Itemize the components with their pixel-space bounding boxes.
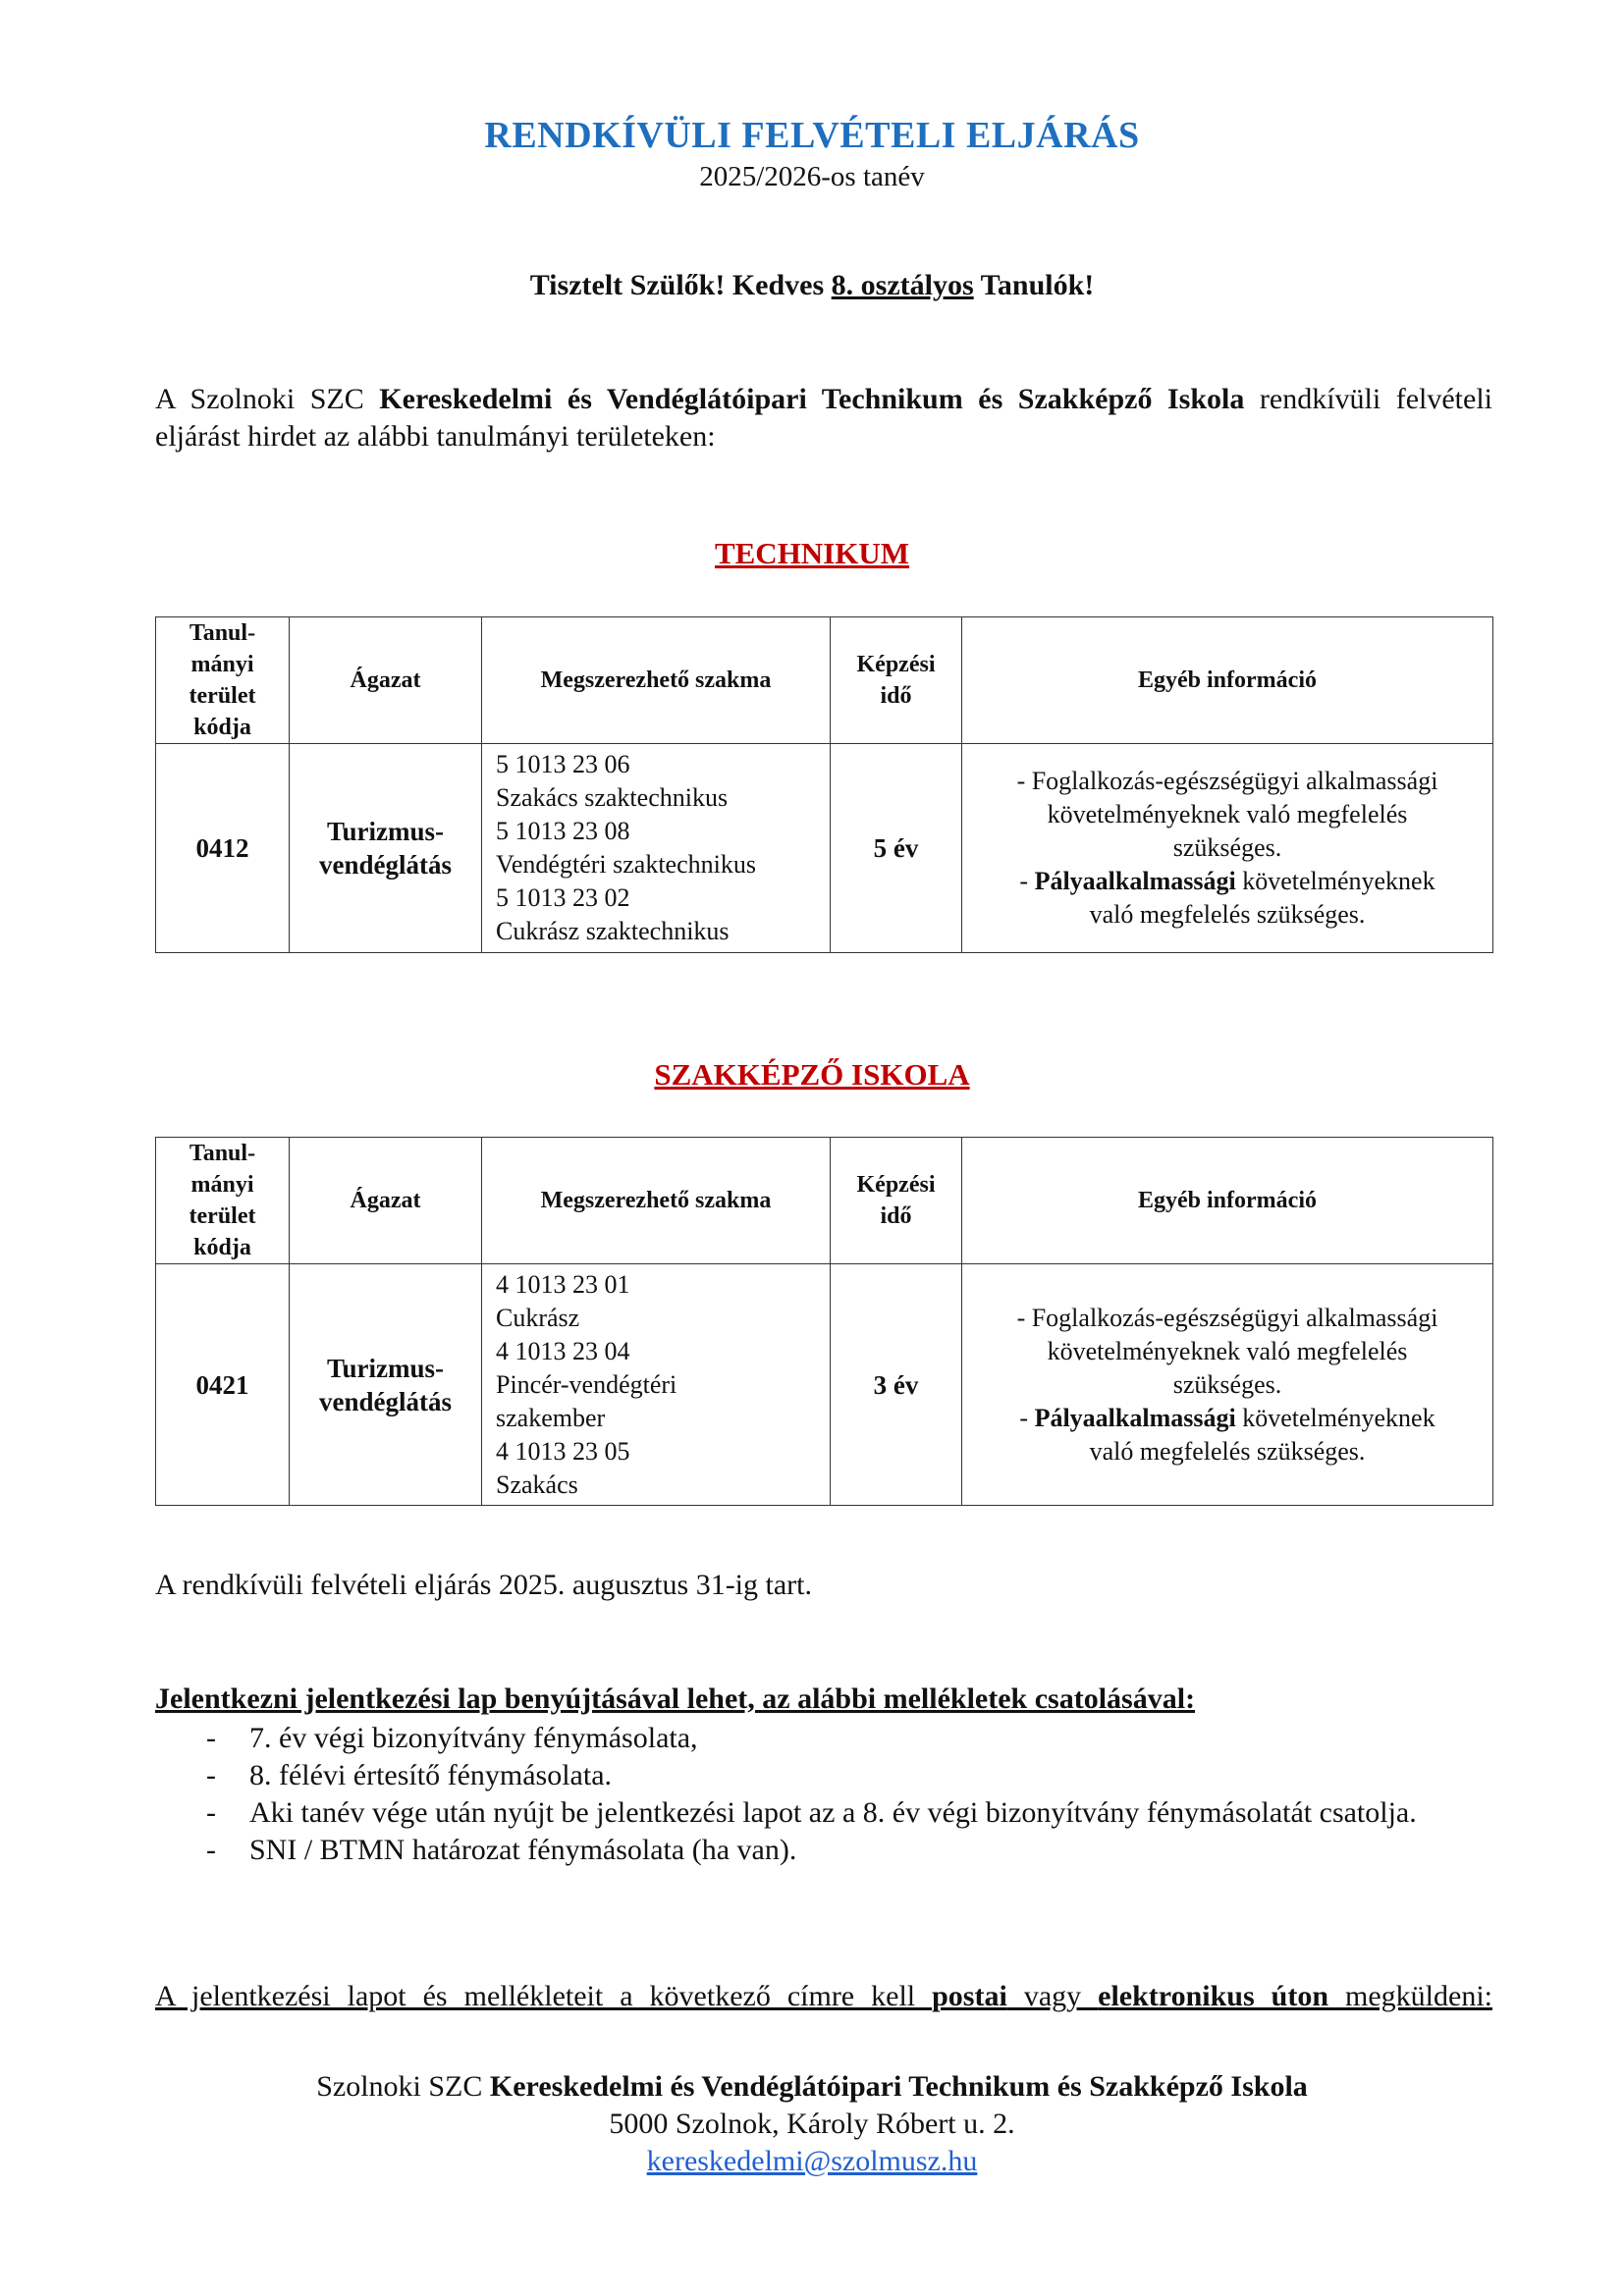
greeting-underlined: 8. osztályos xyxy=(831,269,974,301)
header-qualification: Megszerezhető szakma xyxy=(482,1138,831,1264)
table-header-row xyxy=(156,1138,1493,1264)
section-title-szakkepzo: SZAKKÉPZŐ ISKOLA xyxy=(654,1057,970,1092)
header-sector: Ágazat xyxy=(290,617,482,744)
intro-school-name: Kereskedelmi és Vendéglátóipari Technikum és Szakképző Iskola xyxy=(379,383,1245,415)
header-info: Egyéb információ xyxy=(962,1138,1493,1264)
header-code: Tanul- mányi terület kódja xyxy=(156,617,290,744)
greeting xyxy=(0,269,1624,302)
list-item: - Aki tanév vége után nyújt be jelentkezési lapot az a 8. év végi bizonyítvány fénymásolatát csatolja. xyxy=(206,1796,1417,1829)
requirements-list xyxy=(155,1720,1492,1869)
sector-cell: Turizmus- vendéglátás xyxy=(290,1264,482,1506)
duration-cell: 3 év xyxy=(831,1264,962,1506)
send-instructions: A jelentkezési lapot és mellékleteit a következő címre kell postai vagy elektronikus úton megküldeni: xyxy=(155,1980,1492,2012)
info-cell: - Foglalkozás-egészségügyi alkalmassági követelményeknek való megfelelés szükséges. - Pályaalkalmassági követelményeknek való megfelelés szükséges. xyxy=(962,1264,1493,1506)
section-title-technikum: TECHNIKUM xyxy=(714,536,910,570)
table-header-row xyxy=(156,617,1493,744)
school-year: 2025/2026-os tanév xyxy=(699,161,925,192)
table-row xyxy=(156,744,1493,953)
header-duration: Képzési idő xyxy=(831,1138,962,1264)
technikum-table xyxy=(155,616,1493,953)
szakkepzo-table xyxy=(155,1137,1493,1506)
intro-text-2: rendkívüli felvételi eljárást hirdet az alábbi tanulmányi területeken: xyxy=(155,383,1493,453)
intro-paragraph xyxy=(155,381,1492,455)
document-title: RENDKÍVÜLI FELVÉTELI ELJÁRÁS xyxy=(484,115,1140,156)
duration-cell: 5 év xyxy=(831,744,962,953)
header-qualification: Megszerezhető szakma xyxy=(482,617,831,744)
header-info: Egyéb információ xyxy=(962,617,1493,744)
address-street: 5000 Szolnok, Károly Róbert u. 2. xyxy=(609,2108,1015,2140)
area-code: 0421 xyxy=(156,1264,290,1506)
list-item: - 7. év végi bizonyítvány fénymásolata, xyxy=(206,1722,698,1754)
sector-cell: Turizmus- vendéglátás xyxy=(290,744,482,953)
greeting-text-1: Tisztelt Szülők! Kedves xyxy=(529,269,832,301)
address-school: Szolnoki SZC Kereskedelmi és Vendéglátóipari Technikum és Szakképző Iskola xyxy=(316,2070,1308,2103)
requirements-heading: Jelentkezni jelentkezési lap benyújtásával lehet, az alábbi mellékletek csatolásával: xyxy=(155,1682,1196,1715)
greeting-text-2: Tanulók! xyxy=(973,269,1095,301)
list-item: - 8. félévi értesítő fénymásolata. xyxy=(206,1759,613,1791)
header-code: Tanul- mányi terület kódja xyxy=(156,1138,290,1264)
qualification-cell: 4 1013 23 01 Cukrász 4 1013 23 04 Pincér-vendégtéri szakember 4 1013 23 05 Szakács xyxy=(482,1264,831,1506)
table-row xyxy=(156,1264,1493,1506)
address-email-line xyxy=(0,2145,1624,2178)
deadline-text: A rendkívüli felvételi eljárás 2025. augusztus 31-ig tart. xyxy=(155,1569,812,1601)
intro-text-1: A Szolnoki SZC xyxy=(155,383,380,415)
qualification-cell: 5 1013 23 06 Szakács szaktechnikus 5 1013 23 08 Vendégtéri szaktechnikus 5 1013 23 02 Cukrász szaktechnikus xyxy=(482,744,831,953)
area-code: 0412 xyxy=(156,744,290,953)
email-link[interactable]: kereskedelmi@szolmusz.hu xyxy=(646,2145,978,2177)
info-cell: - Foglalkozás-egészségügyi alkalmassági követelményeknek való megfelelés szükséges. - Pályaalkalmassági követelményeknek való megfelelés szükséges. xyxy=(962,744,1493,953)
header-sector: Ágazat xyxy=(290,1138,482,1264)
header-duration: Képzési idő xyxy=(831,617,962,744)
list-item: - SNI / BTMN határozat fénymásolata (ha van). xyxy=(206,1834,797,1866)
